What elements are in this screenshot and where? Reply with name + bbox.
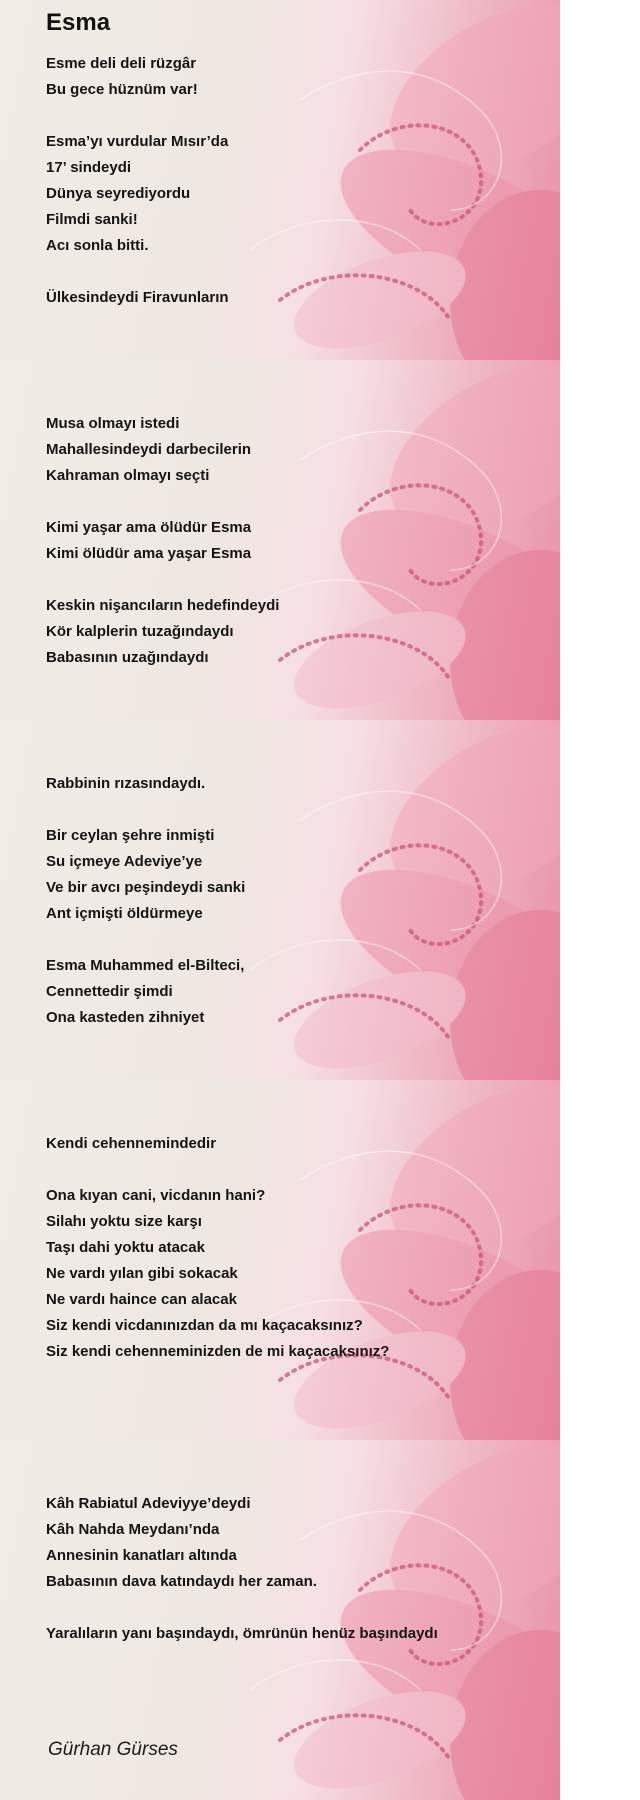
poem-line: Cennettedir şimdi xyxy=(46,983,173,1000)
poem-line: Keskin nişancıların hedefindeydi xyxy=(46,597,280,614)
background-panel-4 xyxy=(0,1080,560,1440)
poem-line: Esma Muhammed el-Bilteci, xyxy=(46,957,245,974)
poem-line: 17’ sindeydi xyxy=(46,159,132,176)
poem-line: Silahı yoktu size karşı xyxy=(46,1213,202,1230)
poem-line: Esme deli deli rüzgâr xyxy=(46,55,197,72)
poem-line: Ona kıyan cani, vicdanın hani? xyxy=(46,1187,266,1204)
poem-line: Kendi cehennemindedir xyxy=(46,1135,217,1152)
poem-line: Annesinin kanatları altında xyxy=(46,1547,237,1564)
poem-author: Gürhan Gürses xyxy=(48,1739,178,1760)
poem-line: Musa olmayı istedi xyxy=(46,415,180,432)
poem-line: Kör kalplerin tuzağındaydı xyxy=(46,623,234,640)
poem-line: Taşı dahi yoktu atacak xyxy=(46,1239,205,1256)
poem-line: Rabbinin rızasındaydı. xyxy=(46,775,206,792)
poem-title: Esma xyxy=(46,9,111,36)
poem-line: Siz kendi cehenneminizden de mi kaçacaksınız? xyxy=(46,1343,390,1360)
poem-line: Ne vardı haince can alacak xyxy=(46,1291,237,1308)
poem-line: Kimi yaşar ama ölüdür Esma xyxy=(46,519,252,536)
poem-line: Acı sonla bitti. xyxy=(46,237,149,254)
poem-line: Kâh Rabiatul Adeviyye’deydi xyxy=(46,1495,251,1512)
poem-line: Babasının uzağındaydı xyxy=(46,649,209,666)
poem-line: Dünya seyrediyordu xyxy=(46,185,191,202)
poem-line: Kimi ölüdür ama yaşar Esma xyxy=(46,545,252,562)
poem-line: Ne vardı yılan gibi sokacak xyxy=(46,1265,238,1282)
poem-line: Ant içmişti öldürmeye xyxy=(46,905,203,922)
poem-line: Siz kendi vicdanınızdan da mı kaçacaksınız? xyxy=(46,1317,363,1334)
poem-line: Su içmeye Adeviye’ye xyxy=(46,853,203,870)
poem-line: Kahraman olmayı seçti xyxy=(46,467,210,484)
poem-line: Ve bir avcı peşindeydi sanki xyxy=(46,879,246,896)
poem-line: Bu gece hüznüm var! xyxy=(46,81,198,98)
floral-decoration-4 xyxy=(0,1080,560,1440)
poem-line: Babasının dava katındaydı her zaman. xyxy=(46,1573,317,1590)
poem-line: Mahallesindeydi darbecilerin xyxy=(46,441,252,458)
poem-line: Yaralıların yanı başındaydı, ömrünün henüz başındaydı xyxy=(46,1625,438,1642)
poem-line: Ona kasteden zihniyet xyxy=(46,1009,205,1026)
poem-line: Esma’yı vurdular Mısır’da xyxy=(46,133,229,150)
poem-line: Ülkesindeydi Firavunların xyxy=(46,289,229,306)
poem-line: Bir ceylan şehre inmişti xyxy=(46,827,215,844)
poem-line: Filmdi sanki! xyxy=(46,211,138,228)
poem-line: Kâh Nahda Meydanı’nda xyxy=(46,1521,220,1538)
